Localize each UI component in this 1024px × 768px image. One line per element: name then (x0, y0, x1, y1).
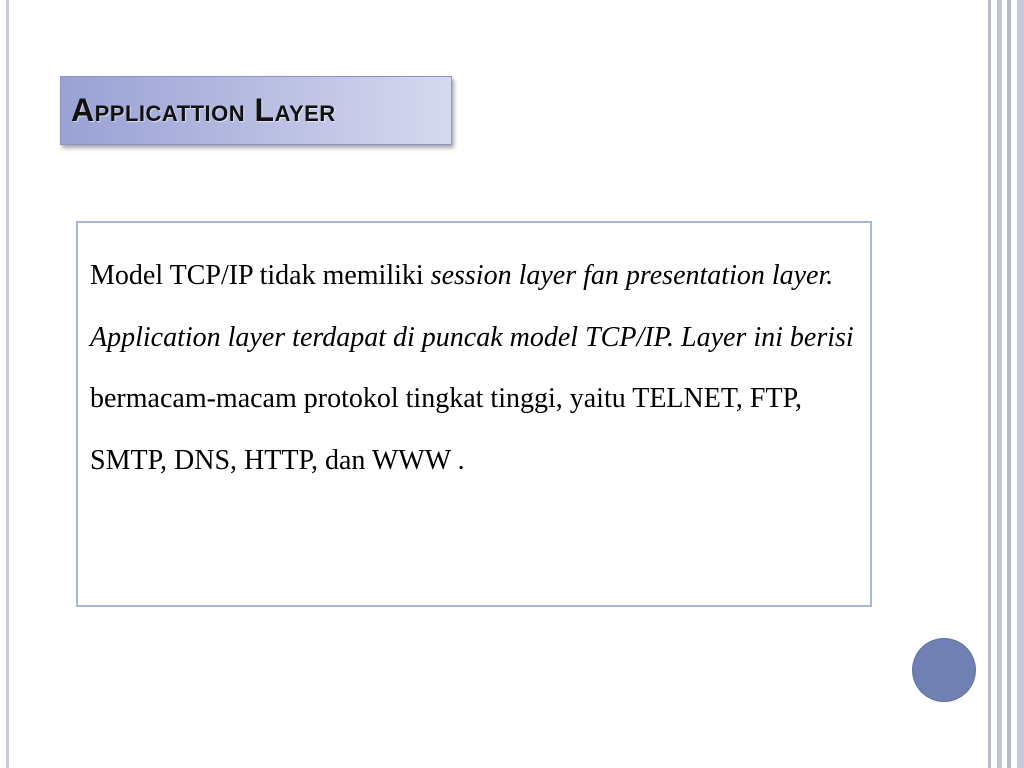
slide-title-box (60, 76, 452, 145)
right-decorative-stripes (978, 0, 1024, 768)
stripe (997, 0, 1002, 768)
circle-button-icon[interactable] (913, 639, 975, 701)
body-paragraph (90, 245, 860, 491)
stripe (988, 0, 991, 768)
stripe (1017, 0, 1024, 768)
body-text-regular-end: bermacam-macam protokol tingkat tinggi, yaitu TELNET, FTP, SMTP, DNS, HTTP, dan WWW . (90, 383, 803, 476)
body-text-regular: Model TCP/IP tidak memiliki (90, 260, 431, 291)
left-border-line (6, 0, 9, 768)
content-text-box (76, 221, 872, 607)
stripe (1007, 0, 1011, 768)
body-text-italic: session layer fan presentation layer. Application layer terdapat di puncak model TCP/IP. Layer ini berisi (90, 260, 854, 353)
slide-title: Applicattion Layer (71, 92, 336, 128)
